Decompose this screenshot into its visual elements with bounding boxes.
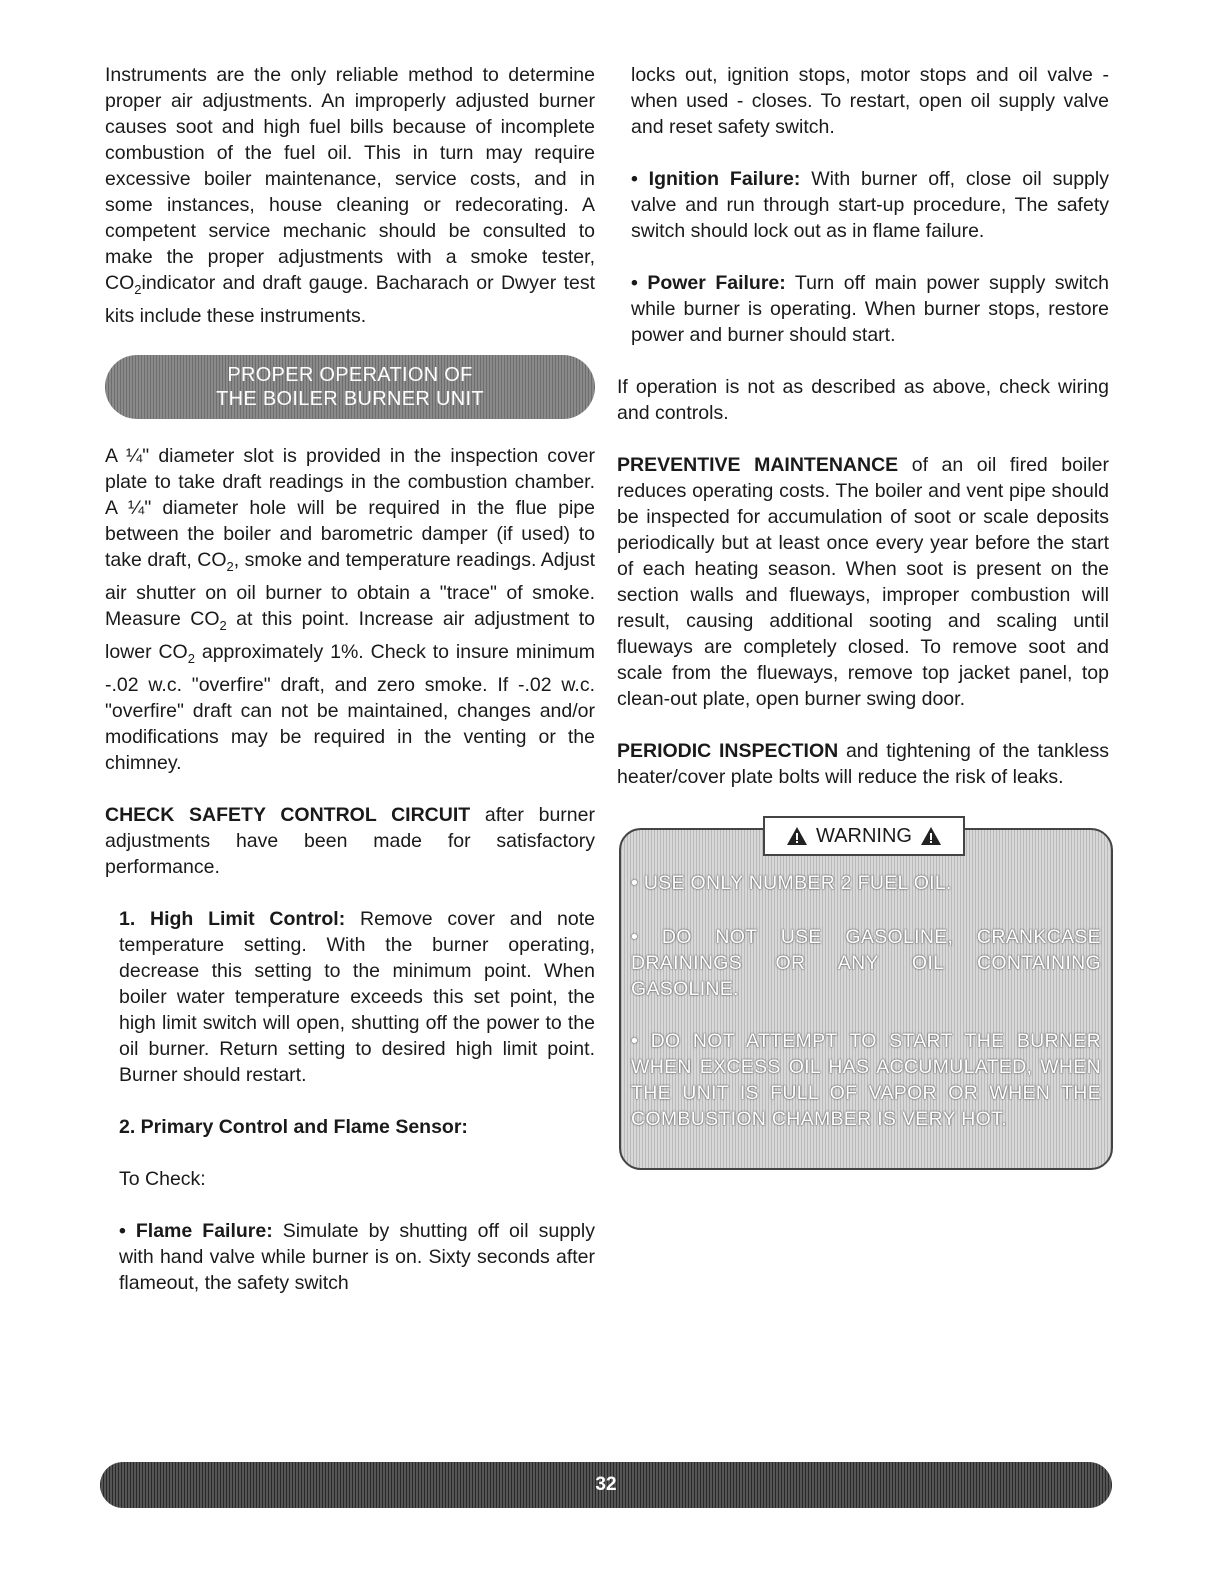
ignition-failure-heading: • Ignition Failure: [631,168,801,190]
warning-header [763,816,965,856]
power-failure-paragraph: • Power Failure: Turn off main power supply switch while burner is operating. When burner stops, restore power and burner should start. [631,272,1109,346]
flame-failure-continued: locks out, ignition stops, motor stops and oil valve - when used - closes. To restart, open oil supply valve and reset safety switch. [631,64,1109,138]
banner-line-2: THE BOILER BURNER UNIT [216,387,484,410]
inspection-slot-paragraph: A ¼" diameter slot is provided in the inspection cover plate to take draft readings in the combustion chamber. A ¼" diameter hole will be required in the flue pipe between the boiler and barometric damper (if used) to take draft, $CO_2$, smoke and temperature readings. Adjust air shutter on oil burner to obtain a "trace" of smoke. Measure $CO_2$ at this point. Increase air adjustment to lower $CO_2$ approximately 1%. Check to insure minimum -.02 w.c. "overfire" draft, and zero smoke. If -.02 w.c. "overfire" draft can not be maintained, changes and/or modifications may be required in the venting or the chimney. [105,444,596,774]
flame-failure-paragraph: • Flame Failure: Simulate by shutting off oil supply with hand valve while burner is on. Sixty seconds after flameout, the safety switch [119,1219,595,1294]
section-banner [105,355,595,419]
high-limit-paragraph: 1. High Limit Control: Remove cover and note temperature setting. With the burner operating, decrease this setting to the minimum point. When boiler water temperature exceeds this set point, the high limit switch will open, shutting off the power to the oil burner. Return setting to desired high limit point. Burner should restart. [119,907,596,1086]
power-failure-heading: • Power Failure: [631,272,786,294]
warning-box [619,824,1113,1170]
ignition-failure-paragraph: • Ignition Failure: With burner off, close oil supply valve and run through start-up procedure, The safety switch should lock out as in flame failure. [631,168,1109,242]
preventive-maintenance-paragraph: PREVENTIVE MAINTENANCE of an oil fired boiler reduces operating costs. The boiler and vent pipe should be inspected for accumulation of soot or scale deposits periodically but at least once every year before the start of each heating season. When soot is present on the section walls and flueways, improper combustion will result, causing additional sooting and scaling until flueways are completely closed. To remove soot and scale from the flueways, remove top jacket panel, top clean-out plate, open burner swing door. [617,454,1110,710]
safety-circuit-heading: CHECK SAFETY CONTROL CIRCUIT [105,803,471,826]
intro-paragraph: Instruments are the only reliable method to determine proper air adjustments. An improperly adjusted burner causes soot and high fuel bills because of incomplete combustion of the fuel oil. This in turn may require excessive boiler maintenance, service costs, and in some instances, house cleaning or redecorating. A competent service mechanic should be consulted to make the proper adjustments with a smoke tester, $CO_2indicator$ and draft gauge. Bacharach or Dwyer test kits include these instruments. [105,64,595,327]
preventive-maintenance-heading: PREVENTIVE MAINTENANCE [617,454,899,476]
safety-circuit-paragraph: CHECK SAFETY CONTROL CIRCUIT after burner adjustments have been made for satisfactory performance. [105,803,595,878]
high-limit-heading: 1. High Limit Control: [119,907,346,930]
periodic-inspection-heading: PERIODIC INSPECTION [617,740,839,762]
operation-check-paragraph: If operation is not as described as above, check wiring and controls. [617,376,1109,424]
banner-line-1: PROPER OPERATION OF [227,363,473,386]
warning-triangle-icon [920,826,942,846]
warning-title: WARNING [816,824,912,847]
footer-bar [100,1462,1112,1508]
page-number: 32 [595,1474,617,1495]
left-column [105,62,595,1296]
warning-item-fuel-oil: • USE ONLY NUMBER 2 FUEL OIL. [631,872,952,894]
warning-item-gasoline: • DO NOT USE GASOLINE, CRANKCASE DRAININGS OR ANY OIL CONTAINING GASOLINE. [631,926,1101,1000]
to-check-label: To Check: [119,1167,206,1190]
warning-triangle-icon [786,826,808,846]
right-column [617,62,1109,1170]
periodic-inspection-paragraph: PERIODIC INSPECTION and tightening of the tankless heater/cover plate bolts will reduce the risk of leaks. [617,740,1109,788]
primary-control-heading: 2. Primary Control and Flame Sensor: [119,1115,468,1138]
warning-item-start-burner: • DO NOT ATTEMPT TO START THE BURNER WHEN EXCESS OIL HAS ACCUMULATED, WHEN THE UNIT IS FULL OF VAPOR OR WHEN THE COMBUSTION CHAMBER IS VERY HOT. [631,1030,1101,1130]
flame-failure-heading: • Flame Failure: [119,1219,273,1242]
